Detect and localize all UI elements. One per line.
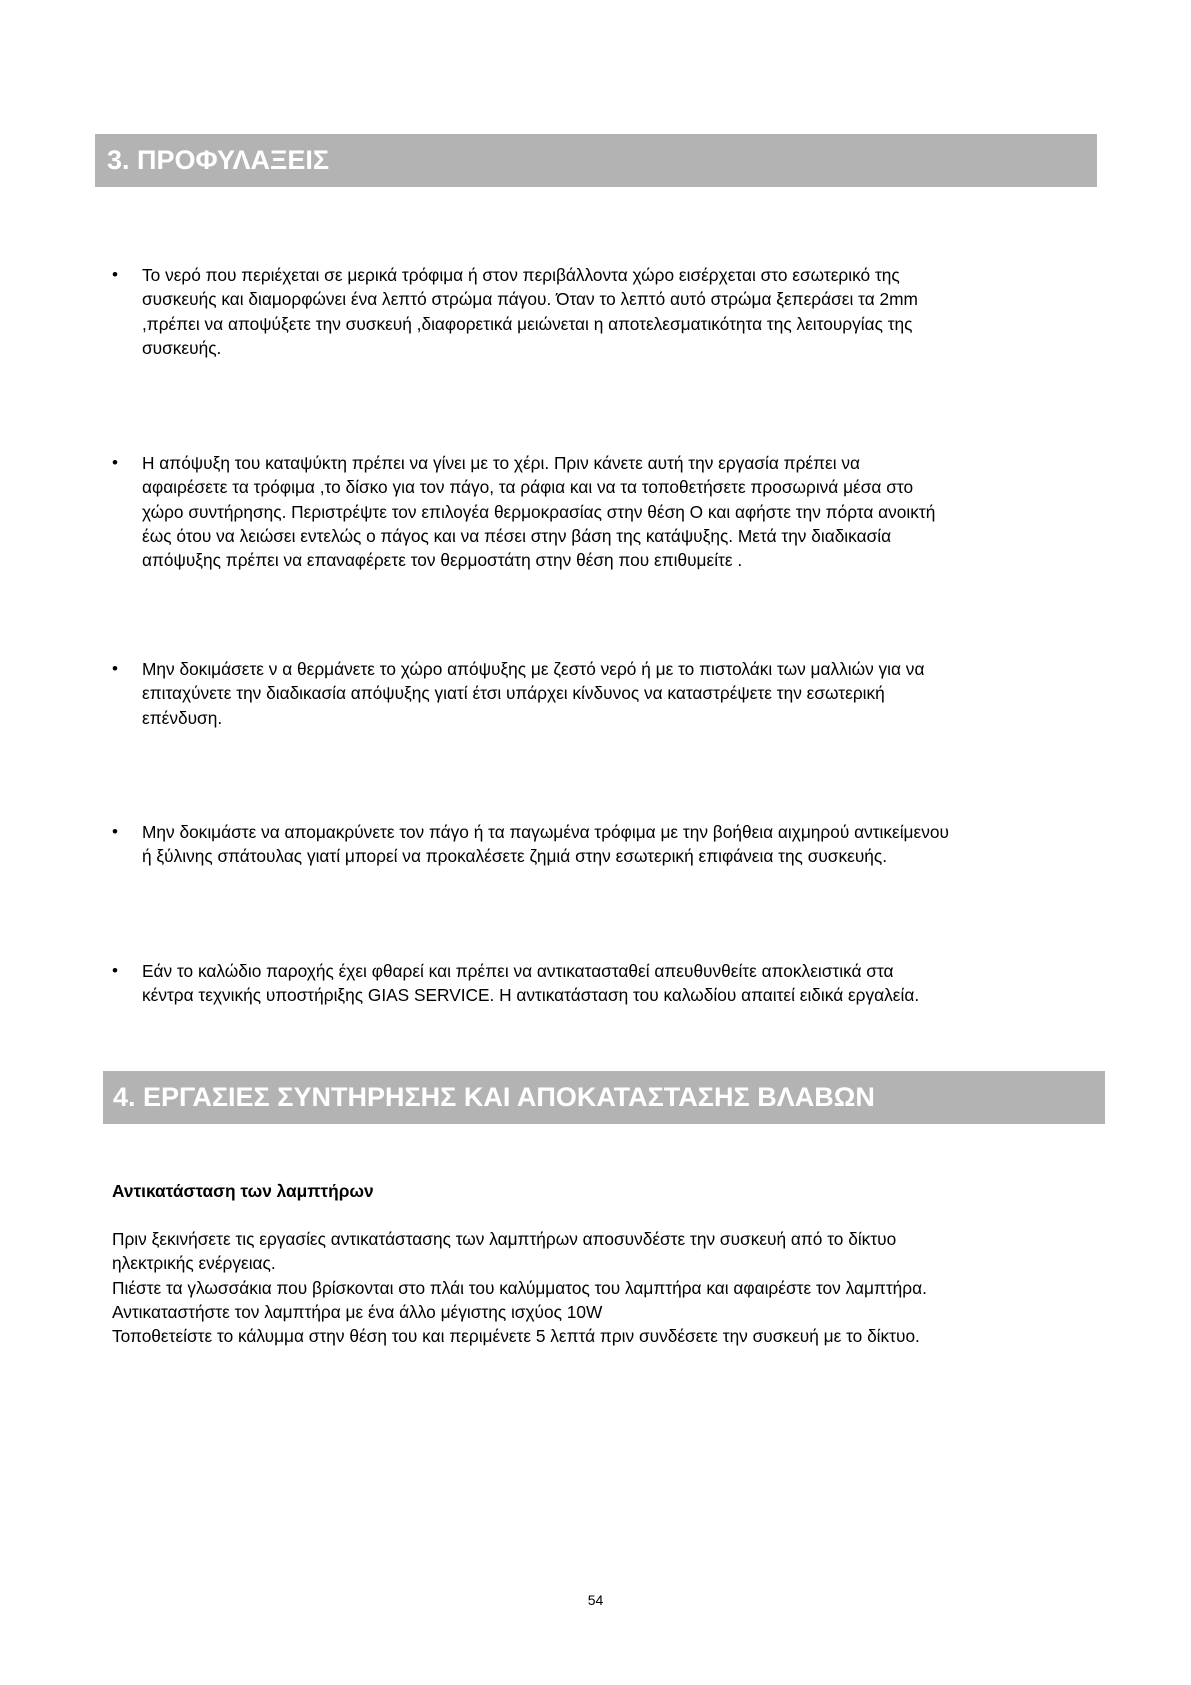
text-line: Η απόψυξη του καταψύκτη πρέπει να γίνει με το χέρι. Πριν κάνετε αυτή την εργασία πρέπει να — [142, 453, 861, 473]
list-item-text — [142, 820, 1088, 869]
text-line: συσκευής και διαμορφώνει ένα λεπτό στρώμα πάγου. Όταν το λεπτό αυτό στρώμα ξεπεράσει τα 2mm — [142, 289, 918, 310]
text-line: Το νερό που περιέχεται σε μερικά τρόφιμα ή στον περιβάλλοντα χώρο εισέρχεται στο εσωτερικό της — [142, 265, 900, 285]
text-line: επιταχύνετε την διαδικασία απόψυξης γιατί έτσι υπάρχει κίνδυνος να καταστρέψετε την εσωτερική — [142, 683, 885, 704]
text-line: συσκευής. — [142, 337, 222, 358]
section-4-heading — [103, 1071, 1105, 1124]
list-item — [108, 959, 1088, 1008]
list-item-text — [142, 657, 1088, 730]
text-line: Πριν ξεκινήσετε τις εργασίες αντικατάστασης των λαμπτήρων αποσυνδέστε την συσκευή από το δίκτυο — [112, 1229, 897, 1249]
text-line: Εάν το καλώδιο παροχής έχει φθαρεί και πρέπει να αντικατασταθεί απευθυνθείτε αποκλειστικά στα — [142, 961, 894, 981]
text-line: χώρο συντήρησης. Περιστρέψτε τον επιλογέα θερμοκρασίας στην θέση O και αφήστε την πόρτα ανοικτή — [142, 501, 936, 522]
text-line: Αντικαταστήστε τον λαμπτήρα με ένα άλλο μέγιστης ισχύος 10W — [112, 1301, 603, 1322]
bullet-icon: • — [112, 659, 118, 678]
text-line: Πιέστε τα γλωσσάκια που βρίσκονται στο πλάι του καλύμματος του λαμπτήρα και αφαιρέστε τον λαμπτήρα. — [112, 1277, 927, 1298]
section-4-title: 4. ΕΡΓΑΣΙΕΣ ΣΥΝΤΗΡΗΣΗΣ ΚΑΙ ΑΠΟΚΑΤΑΣΤΑΣΗΣ ΒΛΑΒΩΝ — [113, 1082, 875, 1112]
lamp-replacement-instructions — [112, 1227, 1112, 1348]
page-number: 54 — [587, 1592, 604, 1608]
list-item-text — [142, 959, 1088, 1008]
text-line: Μην δοκιμάσετε ν α θερμάνετε το χώρο απόψυξης με ζεστό νερό ή με το πιστολάκι των μαλλιών για να — [142, 659, 925, 679]
list-item — [108, 451, 1088, 572]
text-line: επένδυση. — [142, 707, 223, 728]
text-line: ή ξύλινης σπάτουλας γιατί μπορεί να προκαλέσετε ζημιά στην εσωτερική επιφάνεια της συσκευής. — [142, 846, 888, 867]
bullet-icon: • — [112, 265, 118, 284]
section-3-heading — [95, 134, 1097, 187]
text-line: έως ότου να λειώσει εντελώς ο πάγος και να πέσει στην βάση της κατάψυξης. Μετά την διαδικασία — [142, 525, 892, 546]
text-line: Μην δοκιμάστε να απομακρύνετε τον πάγο ή τα παγωμένα τρόφιμα με την βοήθεια αιχμηρού αντικείμενου — [142, 822, 949, 842]
bullet-icon: • — [112, 961, 118, 980]
text-line: κέντρα τεχνικής υποστήριξης GIAS SERVICE. Η αντικατάσταση του καλωδίου απαιτεί ειδικά εργαλεία. — [142, 985, 920, 1006]
lamp-replacement-heading: Αντικατάσταση των λαμπτήρων — [112, 1181, 374, 1201]
text-line: ,πρέπει να αποψύξετε την συσκευή ,διαφορετικά μειώνεται η αποτελεσματικότητα της λειτουργίας της — [142, 313, 913, 334]
list-item-text — [142, 263, 1088, 360]
list-item — [108, 820, 1088, 869]
list-item — [108, 657, 1088, 730]
bullet-icon: • — [112, 453, 118, 472]
text-line: αφαιρέσετε τα τρόφιμα ,το δίσκο για τον πάγο, τα ράφια και να τα τοποθετήσετε προσωρινά μέσα στο — [142, 477, 914, 498]
text-line: απόψυξης πρέπει να επαναφέρετε τον θερμοστάτη στην θέση που επιθυμείτε . — [142, 550, 743, 571]
text-line: ηλεκτρικής ενέργειας. — [112, 1253, 276, 1274]
section-3-title: 3. ΠΡΟΦΥΛΑΞΕΙΣ — [107, 145, 330, 175]
list-item-text — [142, 451, 1088, 572]
list-item — [108, 263, 1088, 360]
bullet-icon: • — [112, 822, 118, 841]
text-line: Τοποθετείστε το κάλυμμα στην θέση του και περιμένετε 5 λεπτά πριν συνδέσετε την συσκευή με το δίκτυο. — [112, 1326, 920, 1347]
